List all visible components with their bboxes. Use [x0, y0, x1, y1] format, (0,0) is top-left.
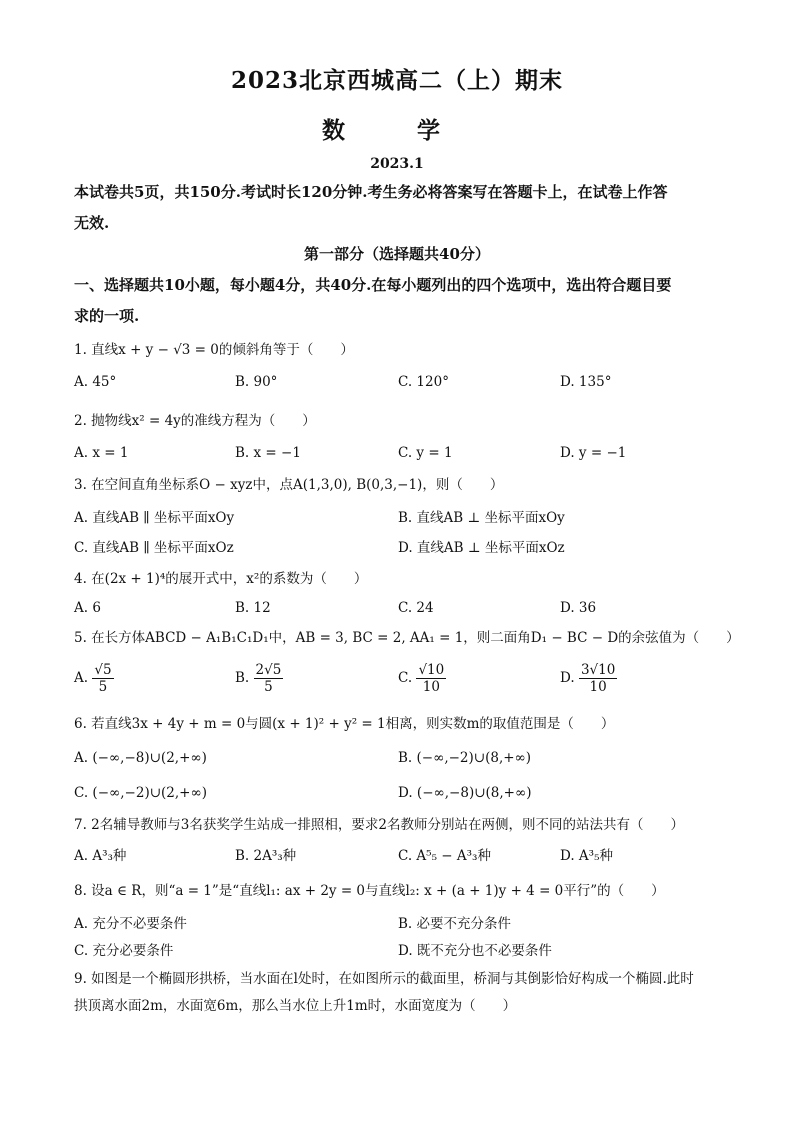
- fraction: [92, 662, 113, 695]
- question-6-stem: 6. 若直线3x + 4y + m = 0与圆(x + 1)² + y² = 1相离，则实数m的取值范围是（ ）: [74, 716, 615, 732]
- section-description-line-2: 求的一项.: [74, 307, 140, 325]
- question-1-option-b: B. 90°: [235, 374, 278, 390]
- question-5-option-b: [235, 662, 283, 695]
- question-5-stem: 5. 在长方体ABCD − A₁B₁C₁D₁中，AB = 3, BC = 2, AA₁ = 1，则二面角D₁ − BC − D的余弦值为（ ）: [74, 630, 740, 646]
- exam-title: 2023北京西城高二（上）期末: [230, 67, 563, 94]
- question-3-option-d: D. 直线AB ⊥ 坐标平面xOz: [398, 540, 565, 556]
- question-1-option-c: C. 120°: [398, 374, 449, 390]
- fraction: [416, 662, 446, 695]
- question-6-option-d: D. (−∞,−8)∪(8,+∞): [398, 785, 532, 801]
- question-9-stem-line-1: 9. 如图是一个椭圆形拱桥，当水面在l处时，在如图所示的截面里，桥洞与其倒影恰好构成一个椭圆.此时: [74, 971, 694, 987]
- question-4-option-c: C. 24: [398, 600, 434, 616]
- question-2-option-d: D. y = −1: [560, 445, 627, 461]
- question-7-option-d: D. A³₅种: [560, 848, 613, 864]
- question-5-option-c: [398, 662, 446, 695]
- question-7-option-c: C. A⁵₅ − A³₃种: [398, 848, 491, 864]
- question-4-option-b: B. 12: [235, 600, 271, 616]
- fraction-numerator: √10: [418, 662, 445, 678]
- fraction-denominator: 10: [422, 679, 440, 695]
- option-label: D.: [560, 670, 575, 686]
- question-7-option-b: B. 2A³₃种: [235, 848, 297, 864]
- subject-title: 数 学: [321, 117, 472, 144]
- section-description-line-1: 一、选择题共10小题，每小题4分，共40分.在每小题列出的四个选项中，选出符合题目要: [74, 276, 672, 294]
- fraction-numerator: √5: [94, 662, 112, 678]
- fraction-denominator: 5: [98, 679, 108, 695]
- question-9-stem-line-2: 拱顶离水面2m，水面宽6m，那么当水位上升1m时，水面宽度为（ ）: [74, 998, 517, 1014]
- fraction-numerator: 3√10: [580, 662, 616, 678]
- fraction: [254, 662, 284, 695]
- question-4-stem: 4. 在(2x + 1)⁴的展开式中，x²的系数为（ ）: [74, 571, 368, 587]
- question-3-option-c: C. 直线AB ∥ 坐标平面xOz: [74, 540, 234, 556]
- question-6-option-a: A. (−∞,−8)∪(2,+∞): [74, 750, 207, 766]
- fraction-denominator: 5: [264, 679, 273, 695]
- fraction-denominator: 10: [589, 679, 607, 695]
- question-8-option-d: D. 既不充分也不必要条件: [398, 943, 552, 959]
- fraction: [579, 662, 617, 695]
- question-4-option-a: A. 6: [74, 600, 101, 616]
- option-label: A.: [74, 670, 89, 686]
- question-2-stem: 2. 抛物线x² = 4y的准线方程为（ ）: [74, 413, 316, 429]
- question-7-option-a: A. A³₃种: [74, 848, 127, 864]
- option-label: B.: [235, 670, 250, 686]
- question-3-option-b: B. 直线AB ⊥ 坐标平面xOy: [398, 510, 565, 526]
- question-3-option-a: A. 直线AB ∥ 坐标平面xOy: [74, 510, 235, 526]
- question-7-stem: 7. 2名辅导教师与3名获奖学生站成一排照相，要求2名教师分别站在两侧，则不同的站法共有（ ）: [74, 817, 684, 833]
- question-8-option-a: A. 充分不必要条件: [74, 916, 187, 932]
- question-1-option-a: A. 45°: [74, 374, 117, 390]
- question-8-option-b: B. 必要不充分条件: [398, 916, 512, 932]
- fraction-numerator: 2√5: [255, 662, 282, 678]
- question-4-option-d: D. 36: [560, 600, 597, 616]
- instructions-line-2: 无效.: [74, 214, 110, 232]
- question-2-option-a: A. x = 1: [74, 445, 129, 461]
- question-6-option-c: C. (−∞,−2)∪(2,+∞): [74, 785, 207, 801]
- option-label: C.: [398, 670, 413, 686]
- question-2-option-b: B. x = −1: [235, 445, 301, 461]
- question-1-stem: 1. 直线x + y − √3 = 0的倾斜角等于（ ）: [74, 342, 354, 358]
- instructions-line-1: 本试卷共5页，共150分.考试时长120分钟.考生务必将答案写在答题卡上，在试卷上作答: [74, 183, 668, 201]
- question-2-option-c: C. y = 1: [398, 445, 453, 461]
- question-3-stem: 3. 在空间直角坐标系O − xyz中，点A(1,3,0), B(0,3,−1)，则（ ）: [74, 477, 504, 493]
- question-5-option-d: [560, 662, 617, 695]
- question-8-stem: 8. 设a ∈ R，则“a = 1”是“直线l₁: ax + 2y = 0与直线l₂: x + (a + 1)y + 4 = 0平行”的（ ）: [74, 883, 665, 899]
- question-1-option-d: D. 135°: [560, 374, 612, 390]
- question-6-option-b: B. (−∞,−2)∪(8,+∞): [398, 750, 532, 766]
- exam-date: 2023.1: [370, 156, 424, 172]
- section-heading: 第一部分（选择题共40分）: [304, 245, 490, 263]
- question-5-option-a: [74, 662, 114, 695]
- question-8-option-c: C. 充分必要条件: [74, 943, 174, 959]
